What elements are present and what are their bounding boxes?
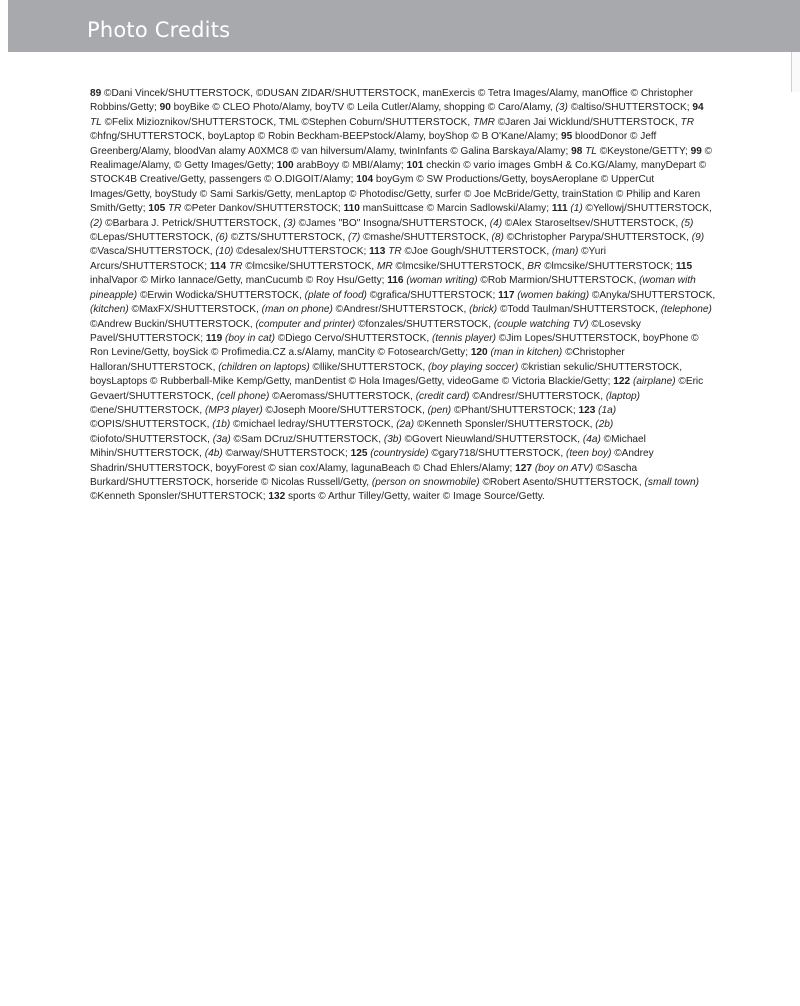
- credit-text: ©iofoto/SHUTTERSTOCK,: [90, 433, 213, 445]
- credit-text: ©hfng/SHUTTERSTOCK, boyLaptop © Robin Beckham-BEEPstock/Alamy, boyShop © B O'Kane/Alamy;: [90, 131, 561, 143]
- credit-text: ©Yellowj/SHUTTERSTOCK,: [582, 203, 712, 215]
- credit-text: © Realimage/Alamy, © Getty Images/Getty;: [90, 145, 713, 172]
- credit-text: ©Vasca/SHUTTERSTOCK,: [90, 246, 216, 258]
- credit-position-label: (woman with pineapple): [90, 275, 696, 301]
- credit-position-label: (2b): [595, 419, 614, 431]
- credit-text: ©Andresr/SHUTTERSTOCK,: [469, 390, 606, 402]
- credit-text: ©ene/SHUTTERSTOCK,: [90, 404, 205, 416]
- credit-position-label: (couple watching TV): [493, 318, 589, 330]
- credit-position-label: (cell phone): [216, 390, 270, 402]
- credit-text: ©Joe Gough/SHUTTERSTOCK,: [401, 246, 552, 258]
- credit-position-label: (man on phone): [261, 304, 333, 316]
- credit-entry: [268, 491, 545, 502]
- credit-text: ©Anyka/SHUTTERSTOCK,: [589, 289, 716, 301]
- credit-page-number: 89: [90, 88, 102, 99]
- credit-text: ©Jaren Jai Wicklund/SHUTTERSTOCK,: [494, 116, 681, 128]
- credit-text: ©Erwin Wodicka/SHUTTERSTOCK,: [137, 289, 305, 301]
- credit-position-label: (2a): [396, 419, 415, 431]
- credit-position-label: (small town): [644, 476, 699, 488]
- credit-page-number: 95: [561, 131, 573, 143]
- credit-text: ©ZTS/SHUTTERSTOCK,: [227, 232, 348, 244]
- credit-position-label: (MP3 player): [204, 404, 263, 416]
- credit-position-label: (telephone): [660, 304, 712, 316]
- credit-position-label: (3): [283, 217, 296, 229]
- credit-position-label: (1a): [598, 404, 617, 416]
- credit-text: ©fonzales/SHUTTERSTOCK,: [355, 318, 494, 330]
- credit-text: ©Sascha Burkard/SHUTTERSTOCK, horseride © Nicolas Russell/Getty,: [90, 462, 638, 488]
- credit-text: ©Diego Cervo/SHUTTERSTOCK,: [274, 332, 432, 344]
- credit-position-label: (6): [215, 232, 228, 244]
- credit-page-number: 100: [276, 160, 294, 172]
- credit-position-label: (credit card): [415, 390, 470, 402]
- credit-position-label: (kitchen): [90, 304, 129, 316]
- credit-position-label: (airplane): [632, 376, 676, 388]
- credit-position-label: TR: [228, 260, 243, 272]
- credit-text: bloodDonor © Jeff Greenberg/Alamy, bloodVan alamy A0XMC8 © van hilversum/Alamy, twinInfants © Galina Barskaya/Alamy;: [90, 131, 657, 157]
- credit-entry: [148, 203, 343, 214]
- credit-page-number: 120: [470, 347, 488, 359]
- credit-text: ©mashe/SHUTTERSTOCK,: [360, 232, 492, 244]
- credit-page-number: 116: [387, 275, 404, 287]
- credit-page-number: 99: [690, 145, 702, 157]
- credit-text: ©michael ledray/SHUTTERSTOCK,: [230, 419, 397, 431]
- photo-credits-text: [90, 87, 718, 505]
- credit-position-label: (boy in cat): [225, 332, 275, 344]
- credit-position-label: (plate of food): [304, 289, 367, 301]
- credit-text: ©Eric Gevaert/SHUTTERSTOCK,: [90, 376, 704, 402]
- credit-text: ©Peter Dankov/SHUTTERSTOCK;: [181, 203, 344, 215]
- credit-page-number: 111: [551, 203, 568, 215]
- credit-position-label: (computer and printer): [255, 318, 356, 330]
- credit-position-label: (teen boy): [565, 448, 612, 460]
- credit-text: ©Aeromass/SHUTTERSTOCK,: [269, 390, 416, 402]
- credit-position-label: (boy playing soccer): [428, 361, 519, 373]
- credit-position-label: (2): [90, 217, 103, 229]
- credit-position-label: TL: [90, 116, 102, 128]
- credit-text: ©OPIS/SHUTTERSTOCK,: [90, 419, 213, 431]
- credit-position-label: (children on laptops): [218, 361, 310, 373]
- credit-text: ©Felix Mizioznikov/SHUTTERSTOCK, TML ©Stephen Coburn/SHUTTERSTOCK,: [101, 116, 474, 128]
- credit-text: ©Jim Lopes/SHUTTERSTOCK, boyPhone © Ron Levine/Getty, boySick © Profimedia.CZ a.s/Alamy, manCity © Fotosearch/Getty;: [90, 332, 699, 359]
- credit-position-label: (person on snowmobile): [371, 476, 480, 488]
- credit-position-label: TR: [168, 203, 182, 215]
- credit-position-label: (4a): [582, 433, 601, 445]
- credit-page-number: 132: [268, 491, 286, 503]
- credit-text: ©Phant/SHUTTERSTOCK;: [451, 404, 579, 416]
- credit-position-label: (1): [570, 203, 583, 215]
- credit-position-label: (women baking): [517, 289, 590, 301]
- credit-page-number: 104: [356, 174, 374, 186]
- credit-page-number: 123: [578, 404, 596, 416]
- credit-text: ©MaxFX/SHUTTERSTOCK,: [128, 304, 262, 316]
- credit-text: ©lmcsike/SHUTTERSTOCK;: [541, 260, 676, 272]
- credit-position-label: BR: [527, 260, 542, 272]
- credit-text: ©Sam DCruz/SHUTTERSTOCK,: [230, 433, 384, 445]
- credit-text: ©Govert Nieuwland/SHUTTERSTOCK,: [401, 433, 583, 445]
- credit-position-label: (laptop): [605, 390, 641, 402]
- credit-text: checkin © vario images GmbH & Co.KG/Alamy, manyDepart © STOCK4B Creative/Getty, passengers © O.DIGOIT/Alamy;: [90, 160, 707, 186]
- credit-position-label: (10): [215, 246, 234, 258]
- credit-text: ©lmcsike/SHUTTERSTOCK,: [392, 260, 528, 272]
- credit-text: ©Christopher Halloran/SHUTTERSTOCK,: [90, 347, 625, 373]
- credit-position-label: TL: [585, 145, 597, 157]
- credit-entry: [277, 160, 407, 171]
- credit-position-label: MR: [376, 260, 393, 272]
- credit-text: ©Robert Asento/SHUTTERSTOCK,: [479, 476, 645, 488]
- credit-page-number: 117: [498, 289, 515, 301]
- credit-page-number: 127: [515, 462, 532, 474]
- credit-position-label: (5): [680, 217, 694, 229]
- credit-position-label: (3): [555, 102, 568, 114]
- credit-entry: [210, 261, 676, 272]
- credit-position-label: (8): [491, 232, 504, 244]
- credit-text: boyGym © SW Productions/Getty, boysAeroplane © UpperCut Images/Getty, boyStudy © Sami Sarkis/Getty, menLaptop © Photodisc/Getty, surfer © Joe McBride/Getty, trainStation © Philip and Karen Smith/Getty;: [90, 174, 701, 215]
- credit-position-label: (countryside): [370, 448, 429, 460]
- credit-position-label: (man in kitchen): [490, 347, 563, 359]
- credit-text: ©Alex Staroseltsev/SHUTTERSTOCK,: [502, 217, 681, 229]
- credit-text: ©llike/SHUTTERSTOCK,: [309, 361, 429, 373]
- credit-entry: [344, 203, 552, 214]
- credit-text: arabBoyy © MBI/Alamy;: [293, 160, 407, 172]
- credit-text: ©Dani Vincek/SHUTTERSTOCK, ©DUSAN ZIDAR/SHUTTERSTOCK, manExercis © Tetra Images/Alamy, manOffice © Christopher Robbins/Getty;: [90, 88, 694, 114]
- credit-position-label: (tennis player): [431, 332, 496, 344]
- credit-text: sports © Arthur Tilley/Getty, waiter © Image Source/Getty.: [285, 491, 545, 503]
- credit-text: ©Andrey Shadrin/SHUTTERSTOCK, boyyForest © sian cox/Alamy, lagunaBeach © Chad Ehlers/Alamy;: [90, 448, 654, 474]
- credit-text: manSuittcase © Marcin Sadlowski/Alamy;: [359, 203, 552, 215]
- credit-position-label: (3b): [383, 433, 402, 445]
- credit-position-label: (man): [551, 246, 579, 258]
- credit-position-label: (9): [691, 232, 705, 244]
- credit-text: ©kristian sekulic/SHUTTERSTOCK, boysLaptops © Rubberball-Mike Kemp/Getty, manDentist © Hola Images/Getty, videoGame © Victoria Blackie/Getty;: [90, 361, 683, 388]
- credit-position-label: TR: [680, 116, 694, 128]
- credit-text: ©Barbara J. Petrick/SHUTTERSTOCK,: [102, 217, 284, 229]
- credit-text: ©James "BO" Insogna/SHUTTERSTOCK,: [295, 217, 490, 229]
- credit-text: ©Kenneth Sponsler/SHUTTERSTOCK;: [90, 491, 269, 503]
- credit-text: ©gary718/SHUTTERSTOCK,: [428, 448, 566, 460]
- credit-position-label: (3a): [212, 433, 231, 445]
- credit-position-label: TR: [388, 246, 402, 258]
- credit-text: ©Joseph Moore/SHUTTERSTOCK,: [262, 404, 428, 416]
- header-bar: [8, 0, 800, 52]
- credit-page-number: 90: [159, 102, 171, 114]
- credit-page-number: 101: [406, 160, 424, 172]
- credit-position-label: (4b): [204, 448, 223, 460]
- credit-position-label: (boy on ATV): [534, 462, 594, 474]
- credit-text: ©grafica/SHUTTERSTOCK;: [366, 289, 499, 301]
- credit-text: ©Keystone/GETTY;: [596, 145, 691, 157]
- credit-page-number: 113: [369, 246, 386, 258]
- credit-text: inhalVapor © Mirko Iannace/Getty, manCucumb © Roy Hsu/Getty;: [90, 275, 388, 287]
- credit-text: ©Kenneth Sponsler/SHUTTERSTOCK,: [414, 419, 596, 431]
- credit-position-label: (4): [489, 217, 503, 229]
- credit-entry: [160, 102, 693, 113]
- credit-text: ©Losevsky Pavel/SHUTTERSTOCK;: [90, 318, 641, 344]
- credit-page-number: 110: [343, 203, 360, 215]
- credit-text: ©Michael Mihin/SHUTTERSTOCK,: [90, 433, 646, 460]
- credit-text: ©Andresr/SHUTTERSTOCK,: [332, 304, 470, 316]
- credit-text: ©lmcsike/SHUTTERSTOCK,: [242, 260, 377, 272]
- page-edge: [791, 52, 800, 92]
- credit-position-label: (woman writing): [406, 275, 478, 287]
- credit-text: ©Rob Marmion/SHUTTERSTOCK,: [477, 275, 640, 287]
- credit-page-number: 125: [350, 448, 368, 460]
- credit-text: ©Andrew Buckin/SHUTTERSTOCK,: [90, 318, 256, 330]
- credit-text: ©Yuri Arcurs/SHUTTERSTOCK;: [90, 246, 606, 272]
- credit-page-number: 105: [148, 203, 166, 215]
- credit-page-number: 94: [692, 102, 704, 114]
- credit-position-label: TMR: [473, 116, 495, 128]
- credit-page-number: 122: [613, 376, 631, 388]
- credit-text: ©Todd Taulman/SHUTTERSTOCK,: [497, 304, 661, 316]
- credit-text: ©Christopher Parypa/SHUTTERSTOCK,: [503, 232, 692, 244]
- credit-text: ©arway/SHUTTERSTOCK;: [222, 448, 351, 460]
- credit-page-number: 98: [571, 145, 583, 157]
- credit-text: ©desalex/SHUTTERSTOCK;: [233, 246, 370, 258]
- credit-entry: [571, 146, 691, 157]
- page-title: Photo Credits: [87, 18, 231, 42]
- credit-text: boyBike © CLEO Photo/Alamy, boyTV © Leila Cutler/Alamy, shopping © Caro/Alamy,: [170, 102, 556, 114]
- credit-page-number: 114: [209, 260, 227, 272]
- credit-position-label: (1b): [212, 419, 231, 431]
- credit-page-number: 115: [675, 260, 693, 272]
- credit-text: ©altiso/SHUTTERSTOCK;: [567, 102, 693, 114]
- credit-page-number: 119: [205, 332, 223, 344]
- credit-position-label: (7): [347, 232, 361, 244]
- credit-position-label: (pen): [427, 404, 452, 416]
- credit-position-label: (brick): [469, 304, 498, 316]
- credit-text: ©Lepas/SHUTTERSTOCK,: [90, 232, 216, 244]
